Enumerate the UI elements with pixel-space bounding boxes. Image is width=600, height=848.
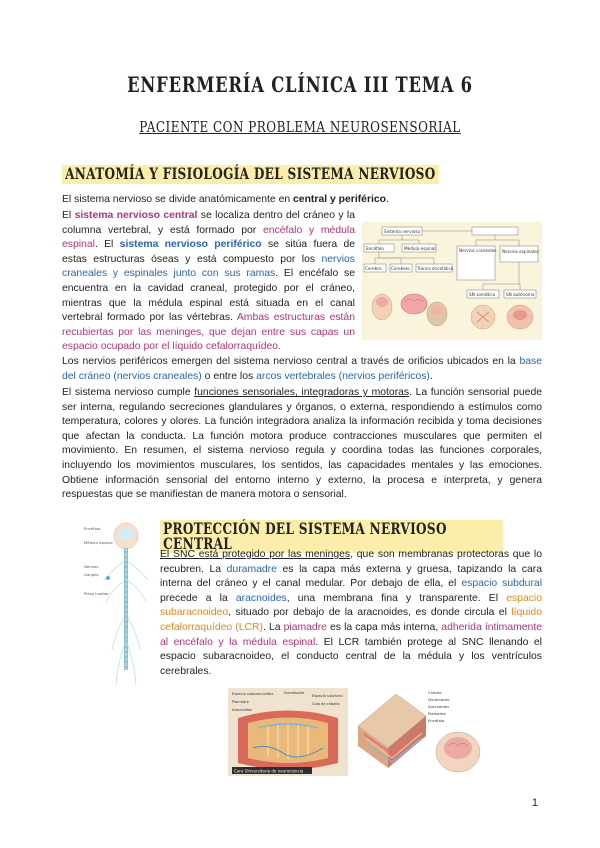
spine-illustration [82,520,154,690]
spine-label: Plexo lumbar [84,591,109,596]
meninges-label: Espacio subdural [312,694,343,698]
meninges-label: Piamadre [232,700,249,704]
diagram-label: Nervios espinales [502,249,539,254]
skull-label: Duramadre [428,697,450,702]
section-heading-anatomy: ANATOMÍA Y FISIOLOGÍA DEL SISTEMA NERVIOSO [62,165,439,184]
diagram-label: Encéfalo [366,246,384,251]
spine-label: Ganglio [84,572,99,577]
diagram-label: Nervios craneales [459,248,497,253]
spine-label: Nervios [84,564,99,569]
skull-label: Aracnoides [428,704,450,709]
paragraph-meninges: El SNC está protegido por las meninges, que son membranas protectoras que lo recubren. La duramadre es la capa más externa y gruesa, tapizando la cara interna del cráneo y el canal medular. Por debajo de ella, el espacio subdural precede a la aracnoides, una membrana fina y transparente. El espacio subaracnoideo, situado por debajo de la aracnoides, es donde circula el líquido cefalorraquídeo (LCR). La piamadre es la capa más interna, adherida íntimamente al encéfalo y la médula espinal. El LCR también protege al SNC llenando el espacio subaracnoideo, el conducto central de la médula y los ventrículos cerebrales. [160,549,543,677]
skull-label: Encéfalo [428,718,445,723]
paragraph-snc-snp: El sistema nervioso central se localiza dentro del cráneo y la columna vertebral, y está formado por encéfalo y médula espinal. El sistema nervioso periférico se sitúa fuera de estas estructuras óseas y está compuesto por los nervios craneales y espinales junto con sus ramas. El encéfalo se encuentra en la cavidad craneal, protegido por el cráneo, mientras que la médula espinal está situada en el canal vertebral formado por las vértebras. Ambas estructuras están recubiertas por las meninges, que dejan entre sus capas un espacio ocupado por el líquido cefalorraquídeo. [62,210,356,353]
diagram-label: Médula espinal [404,246,436,251]
skull-label: Cráneo [428,690,442,695]
page-title: ENFERMERÍA CLÍNICA III TEMA 6 [127,72,473,97]
meninges-caption: Cara Universitaria de neurociencia [234,768,304,774]
paragraph-peripheral-nerves: Los nervios periféricos emergen del sistema nervioso central a través de orificios ubicados en la base del cráneo (nervios craneales) o entre los arcos vertebrales (nervios periféricos). [62,356,542,382]
page-number: 1 [531,797,538,809]
page-subtitle: PACIENTE CON PROBLEMA NEUROSENSORIAL [139,118,461,136]
meninges-label: Duramadre [284,691,305,695]
nervous-system-diagram [362,222,542,340]
paragraph-functions: El sistema nervioso cumple funciones sensoriales, integradoras y motoras. La función sensorial puede ser interna, regulando secreciones glandulares y órganos, o externa, respondiendo a estímulos como temperatura, colores y olores. La función integradora analiza la información recibida y toma decisiones que afectan la conducta. La función motora produce contracciones musculares que permiten el movimiento. En resumen, el sistema nervioso regula y coordina todas las funciones corporales, incluyendo los movimientos musculares, los sentidos, las capacidades mentales y las emociones. Obtiene información sensorial del entorno interno y externo, la procesa e interpreta, y genera respuestas que se manifiestan de manera motora o sensorial. [62,387,542,501]
skull-label: Piamadre [428,711,446,716]
section-heading-protection: PROTECCIÓN DEL SISTEMA NERVIOSO CENTRAL [160,520,503,553]
meninges-illustration [228,688,348,776]
diagram-label: SN somático [469,292,496,297]
diagram-label: Tronco encefálico [417,266,454,271]
meninges-label: Aracnoides [232,708,252,712]
skull-cross-section [356,686,484,778]
paragraph-intro: El sistema nervioso se divide anatómicamente en central y periférico. [62,194,389,205]
spine-label: Encéfalo [84,526,101,531]
meninges-label: Cola de caballo [312,702,340,706]
spine-label: Médula espinal [84,540,113,545]
diagram-label: SN autónomo [506,292,535,297]
diagram-label: Cerebro [365,266,382,271]
diagram-label: Cerebelo [391,266,410,271]
meninges-label: Espacio subaracnoideo [232,692,274,696]
diagram-label: Sistema nervioso [384,229,421,234]
